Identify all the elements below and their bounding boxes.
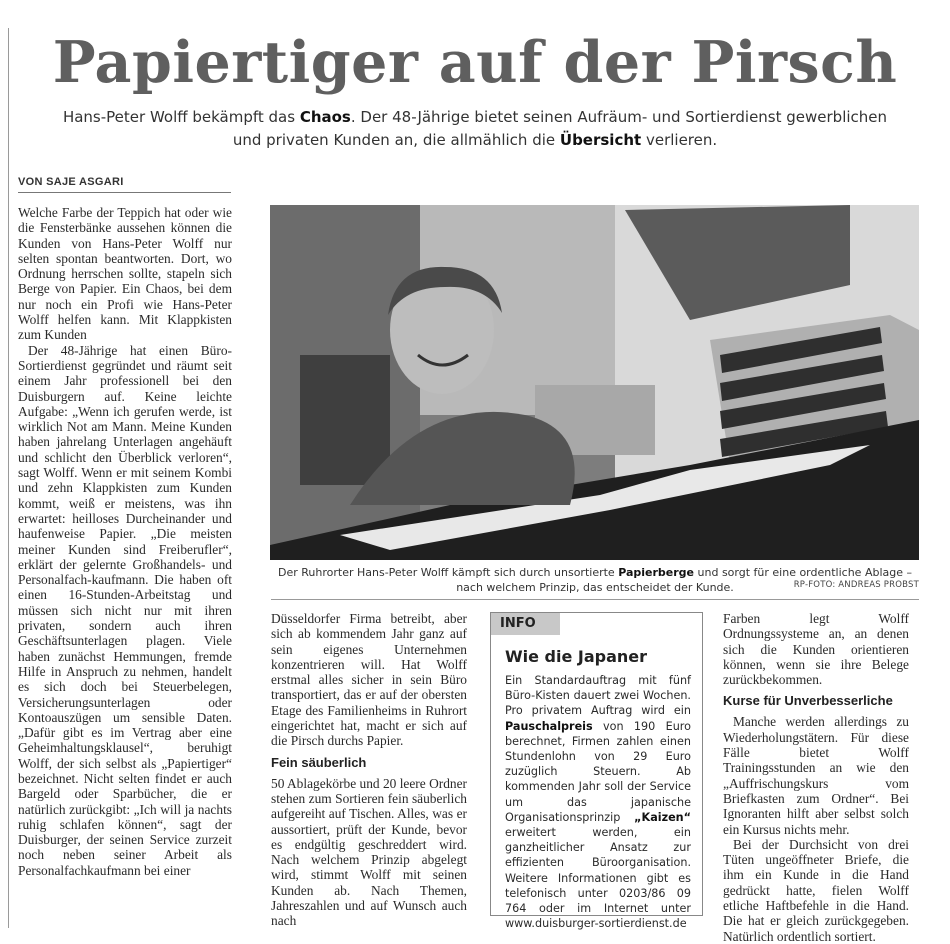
caption-bold: Papierberge (618, 566, 695, 579)
info-text-2: von 190 Euro berechnet, Firmen zahlen einen Stundenlohn von 29 Euro zuzüglich Steuern. Ab kommenden Jahr soll der Service um das japanische Organisationsprinzip (505, 719, 691, 824)
byline-rule (18, 192, 231, 193)
col2-subheading: Fein säuberlich (271, 754, 367, 770)
col4-paragraph-2: Manche werden allerdings zu Wiederholungstätern. Für diese Fälle bietet Wolff Trainingsstunden an wie den „Auffrischungskurs vom Briefkasten zum Ordner“. Bei Ignoranten hilft aber selbst solch ein Kursus nichts mehr. (723, 714, 909, 837)
subhead-text-1: Hans-Peter Wolff bekämpft das (62, 108, 300, 126)
subhead-bold-1: Chaos (299, 108, 351, 126)
subheadline (60, 106, 890, 152)
col4-subheading: Kurse für Unverbesserliche (723, 693, 893, 709)
col2-paragraph-2: 50 Ablagekörbe und 20 leere Ordner stehen zum Sortieren fein säuberlich aufgereiht auf Tischen. Alles, was er aussortiert, prüft der Kunde, bevor es endgültig geschreddert wird. Nach welchem Prinzip abgelegt wird, stimmt Wolff mit seinen Kunden ab. Nach Themen, Jahreszahlen und auf Wunsch auch nach (271, 775, 467, 929)
article-photo (270, 205, 919, 560)
left-margin-rule (8, 28, 9, 928)
headline: Papiertiger auf der Pirsch (52, 29, 898, 96)
caption-text-1: Der Ruhrorter Hans-Peter Wolff kämpft sich durch unsortierte (278, 566, 619, 579)
photo-credit: RP-FOTO: ANDREAS PROBST (793, 580, 919, 590)
article-column-1 (18, 205, 232, 878)
info-text-1: Ein Standardauftrag mit fünf Büro-Kisten dauert zwei Wochen. Pro privatem Auftrag wird ein (505, 674, 691, 718)
col1-paragraph-1: Welche Farbe der Teppich hat oder wie die Fensterbänke aussehen können die Kunden von Hans-Peter Wolff nur selten spontan beantworten. Dort, wo Ordnung herrschen sollte, stapeln sich Berge von Papier. Ein Chaos, bei dem nur noch ein Profi wie Hans-Peter Wolff helfen kann. Mit Klappkisten zum Kunden (18, 205, 232, 343)
col4-paragraph-1: Farben legt Wolff Ordnungssysteme an, an denen sich die Kunden orientieren können, wenn sie ihre Belege zurückbekommen. (723, 611, 909, 688)
photo-illustration (270, 205, 919, 560)
article-column-2 (271, 611, 467, 929)
subhead-text-3: verlieren. (641, 131, 718, 149)
info-tag: INFO (491, 613, 560, 635)
info-title: Wie die Japaner (505, 647, 648, 666)
subhead-bold-2: Übersicht (559, 131, 642, 149)
article-column-4 (723, 611, 909, 944)
col1-paragraph-2: Der 48-Jährige hat einen Büro-Sortierdienst gegründet und räumt seit einem Jahr professionell bei den Duisburgern auf. Keine leichte Aufgabe: „Wenn ich gerufen werde, ist wirklich Not am Mann. Meine Kunden haben jahrelang Unterlagen angehäuft und schlicht den Überblick verloren“, sagt Wolff. Wenn er mit seinem Kombi und zehn Klappkisten zum Kunden kommt, weiß er meistens, was ihn erwartet: heilloses Durcheinander und haufenweise Papier. „Die meisten meiner Kunden sind Freiberufler“, erklärt der gelernte Großhandels- und Personalfach-kaufmann. Die haben oft einen 16-Stunden-Arbeitstag und müssen sich nicht nur mit ihren privaten, sondern auch ihren Geschäftsunterlagen plagen. Viele haben zunächst Hemmungen, fremde Hilfe in Anspruch zu nehmen, handelt es sich doch bei Steuerbelegen, Versicherungsunterlagen oder Kontoauszügen um sensible Daten. „Dafür gibt es im Vertrag aber eine Geheimhaltungsklausel“, beruhigt Wolff, der sich selbst als „Papiertiger“ bezeichnet. Nicht selten findet er auch Bargeld oder Sparbücher, die er natürlich zurückgibt: „Ich will ja nachts ruhig schlafen können“, sagt der Duisburger, der seinen Service zurzeit noch neben seiner Arbeit als Personalfachkaufmann bei einer (18, 342, 232, 878)
caption-text-2: und sorgt für eine ordentliche Ablage – nach welchem Prinzip, das entscheidet der Kunde. (456, 566, 912, 594)
col4-paragraph-3: Bei der Durchsicht von drei Tüten ungeöffneter Briefe, die ihm ein Kunde in die Hand gedrückt hatte, fielen Wolff etliche Haftbefehle in die Hand. Die hat er gleich zurückgegeben. Natürlich ordentlich sortiert. (723, 836, 909, 944)
col2-paragraph-1: Düsseldorfer Firma betreibt, aber sich ab kommendem Jahr ganz auf sein eigenes Unternehmen konzentrieren will. Hat Wolff erstmal alles sicher in sein Büro transportiert, das er auf der obersten Etage des Familienheims in Ruhrort eingerichtet hat, macht er sich auf die Pirsch durchs Papier. (271, 611, 467, 749)
info-body (505, 673, 691, 931)
subhead-text-2: . Der 48-Jährige bietet seinen Aufräum- und Sortierdienst gewerblichen und privaten Kunden an, die allmählich die (232, 108, 888, 149)
info-bold-2: „Kaizen“ (634, 810, 691, 824)
byline: VON SAJE ASGARI (18, 176, 124, 188)
info-text-3: erweitert werden, ein ganzheitlicher Ansatz zur effizienten Büroorganisation. Weitere Informationen gibt es telefonisch unter 0203/86 09 764 oder im Internet unter www.duisburger-sortierdienst.de (505, 826, 691, 931)
info-bold-1: Pauschalpreis (505, 719, 593, 733)
info-box (490, 612, 703, 931)
caption-rule (271, 599, 919, 600)
